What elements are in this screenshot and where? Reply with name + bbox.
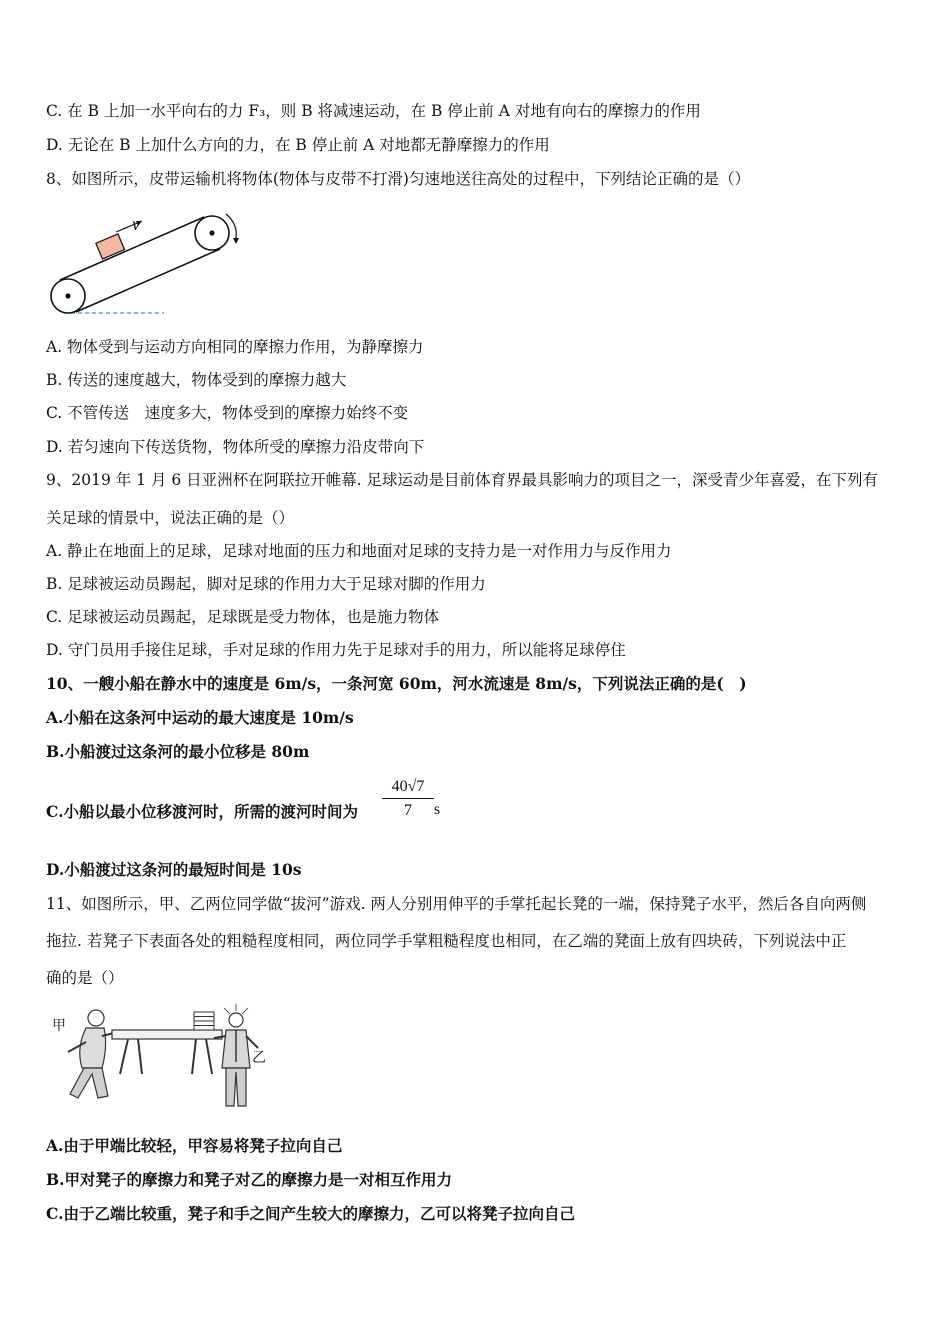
q8-option-d: D. 若匀速向下传送货物，物体所受的摩擦力沿皮带向下 — [46, 438, 425, 456]
conveyor-belt-figure — [46, 200, 256, 320]
q10-option-c-text: C.小船以最小位移渡河时，所需的渡河时间为 — [46, 802, 358, 821]
fraction-denominator: 7 — [404, 802, 412, 819]
fraction-numerator: 40√7 — [382, 776, 434, 799]
q11-stem-line1: 11、如图所示，甲、乙两位同学做“拔河”游戏. 两人分别用伸平的手掌托起长凳的一端，保持凳子水平，然后各自向两侧 — [46, 895, 867, 913]
q9-stem-line2: 关足球的情景中，说法正确的是（） — [46, 509, 295, 527]
q11-stem-line2: 拖拉. 若凳子下表面各处的粗糙程度相同，两位同学手掌粗糙程度也相同，在乙端的凳面上放有四块砖，下列说法中正 — [46, 932, 847, 950]
q9-option-c: C. 足球被运动员踢起，足球既是受力物体，也是施力物体 — [46, 608, 440, 626]
q9-stem-line1: 9、2019 年 1 月 6 日亚洲杯在阿联拉开帷幕. 足球运动是目前体育界最具影响力的项目之一，深受青少年喜爱，在下列有 — [46, 471, 879, 489]
q10-option-b: B.小船渡过这条河的最小位移是 80m — [46, 742, 310, 761]
q7-option-d: D. 无论在 B 上加什么方向的力，在 B 停止前 A 对地都无静摩擦力的作用 — [46, 136, 550, 154]
q9-option-d: D. 守门员用手接住足球，手对足球的作用力先于足球对手的用力，所以能将足球停住 — [46, 641, 626, 659]
q7-option-c: C. 在 B 上加一水平向右的力 F₃，则 B 将减速运动，在 B 停止前 A 对地有向右的摩擦力的作用 — [46, 102, 701, 120]
q11-stem-line3: 确的是（） — [46, 969, 124, 987]
q8-option-b: B. 传送的速度越大，物体受到的摩擦力越大 — [46, 371, 347, 389]
q11-option-c: C.由于乙端比较重，凳子和手之间产生较大的摩擦力，乙可以将凳子拉向自己 — [46, 1204, 575, 1223]
q8-stem: 8、如图所示，皮带运输机将物体(物体与皮带不打滑)匀速地送往高处的过程中，下列结论正确的是（） — [46, 170, 750, 188]
q10-option-a: A.小船在这条河中运动的最大速度是 10m/s — [46, 708, 354, 727]
tug-of-war-bench-figure — [46, 1002, 276, 1114]
q8-option-a: A. 物体受到与运动方向相同的摩擦力作用，为静摩擦力 — [46, 338, 424, 356]
q10-option-c-fraction — [382, 776, 434, 823]
q11-option-a: A.由于甲端比较轻，甲容易将凳子拉向自己 — [46, 1136, 343, 1155]
q10-option-c-unit: s — [434, 801, 441, 818]
label-jia: 甲 — [52, 1018, 66, 1034]
label-yi: 乙 — [252, 1050, 266, 1066]
q8-option-c: C. 不管传送 速度多大，物体受到的摩擦力始终不变 — [46, 404, 409, 422]
velocity-label: v — [132, 214, 140, 234]
q10-stem: 10、一艘小船在静水中的速度是 6m/s，一条河宽 60m，河水流速是 8m/s，下列说法正确的是( ) — [46, 674, 747, 693]
q10-option-d: D.小船渡过这条河的最短时间是 10s — [46, 860, 302, 879]
q9-option-a: A. 静止在地面上的足球，足球对地面的压力和地面对足球的支持力是一对作用力与反作用力 — [46, 542, 672, 560]
q9-option-b: B. 足球被运动员踢起，脚对足球的作用力大于足球对脚的作用力 — [46, 575, 486, 593]
q11-option-b: B.甲对凳子的摩擦力和凳子对乙的摩擦力是一对相互作用力 — [46, 1170, 452, 1189]
